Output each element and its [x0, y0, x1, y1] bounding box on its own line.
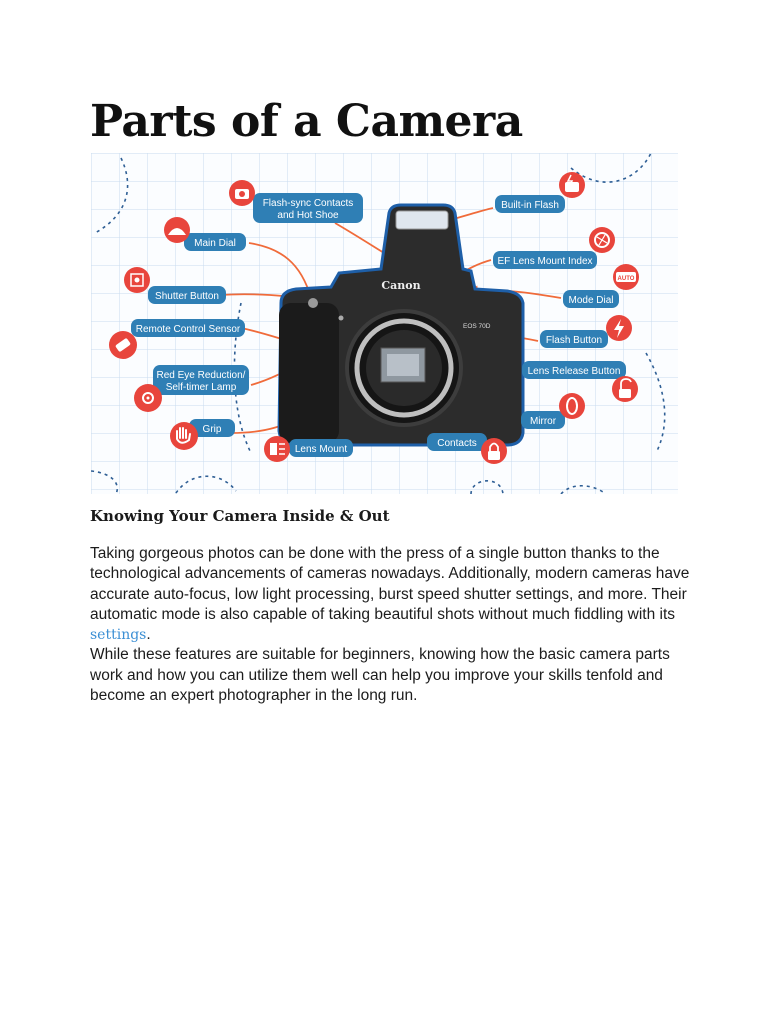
flash-bolt-icon — [606, 315, 632, 341]
auto-mode-icon — [613, 264, 639, 290]
svg-text:EF Lens Mount Index: EF Lens Mount Index — [497, 256, 593, 267]
camera-brand: Canon — [381, 279, 421, 292]
label-lens-release-button — [522, 361, 626, 379]
svg-text:Red Eye Reduction/: Red Eye Reduction/ — [156, 370, 246, 381]
svg-text:Mode Dial: Mode Dial — [568, 295, 614, 306]
svg-text:Lens Mount: Lens Mount — [294, 444, 348, 455]
lock-icon — [481, 438, 507, 464]
label-flash-sync-line1: Flash-sync Contacts — [262, 198, 354, 209]
camera-model: EOS 70D — [463, 323, 491, 330]
svg-text:Mirror: Mirror — [529, 416, 557, 427]
label-lens-mount — [289, 439, 353, 457]
shutter-button-icon — [124, 267, 150, 293]
svg-text:Shutter Button: Shutter Button — [155, 291, 219, 302]
article-body — [90, 544, 690, 706]
svg-text:Built-in Flash: Built-in Flash — [501, 200, 559, 211]
svg-text:Flash Button: Flash Button — [545, 335, 603, 346]
settings-link[interactable]: settings — [90, 627, 147, 644]
svg-text:Lens Release Button: Lens Release Button — [527, 366, 621, 377]
svg-text:Remote Control Sensor: Remote Control Sensor — [135, 324, 241, 335]
built-in-flash-icon — [559, 172, 585, 198]
paragraph-intro — [90, 544, 690, 645]
camera-grip — [279, 303, 339, 443]
remote-sensor-icon — [109, 331, 137, 359]
label-built-in-flash — [495, 195, 565, 213]
paragraph-beginners: While these features are suitable for beginners, knowing how the basic camera parts work and how you can utilize them well can help you improve your skills tenfold and become an expert photographer in the long run. — [90, 646, 670, 705]
svg-text:Self-timer Lamp: Self-timer Lamp — [165, 382, 237, 393]
svg-text:AUTO: AUTO — [617, 276, 635, 282]
label-remote-control-sensor — [131, 319, 245, 337]
main-dial-icon — [164, 217, 190, 243]
lens-mount-icon — [264, 436, 290, 462]
label-main-dial — [184, 233, 246, 251]
built-in-flash-window — [396, 211, 448, 229]
mirror-icon — [559, 393, 585, 419]
label-contacts — [427, 433, 487, 451]
hand-grip-icon — [170, 422, 198, 450]
label-flash-button — [540, 330, 608, 348]
unlock-icon — [612, 376, 638, 402]
svg-text:Grip: Grip — [202, 424, 222, 435]
svg-text:Contacts: Contacts — [437, 438, 477, 449]
page-title: Parts of a Camera — [90, 96, 523, 147]
camera-flash-icon — [229, 180, 255, 206]
label-shutter-button — [148, 286, 226, 304]
self-timer-icon — [134, 384, 162, 412]
section-heading: Knowing Your Camera Inside & Out — [90, 507, 390, 525]
label-red-eye-reduction — [153, 365, 249, 395]
label-ef-lens-mount-index — [493, 251, 597, 269]
label-mirror — [521, 411, 565, 429]
svg-text:Main Dial: Main Dial — [194, 238, 236, 249]
paragraph-intro-text: Taking gorgeous photos can be done with the press of a single button thanks to the technological advancements of cameras nowadays. Additionally, modern cameras have accurate auto-focus, low light processing, burst speed shutter settings, and more. Their automatic mode is also capable of taking beautiful shots without much fiddling with its — [90, 545, 690, 623]
shutter-button — [308, 298, 318, 308]
paragraph-intro-end: . — [146, 626, 151, 644]
label-flash-sync-line2: and Hot Shoe — [277, 210, 339, 221]
camera-parts-diagram — [91, 153, 678, 494]
label-mode-dial — [563, 290, 619, 308]
aperture-icon — [589, 227, 615, 253]
label-flash-sync-contacts — [253, 193, 363, 223]
